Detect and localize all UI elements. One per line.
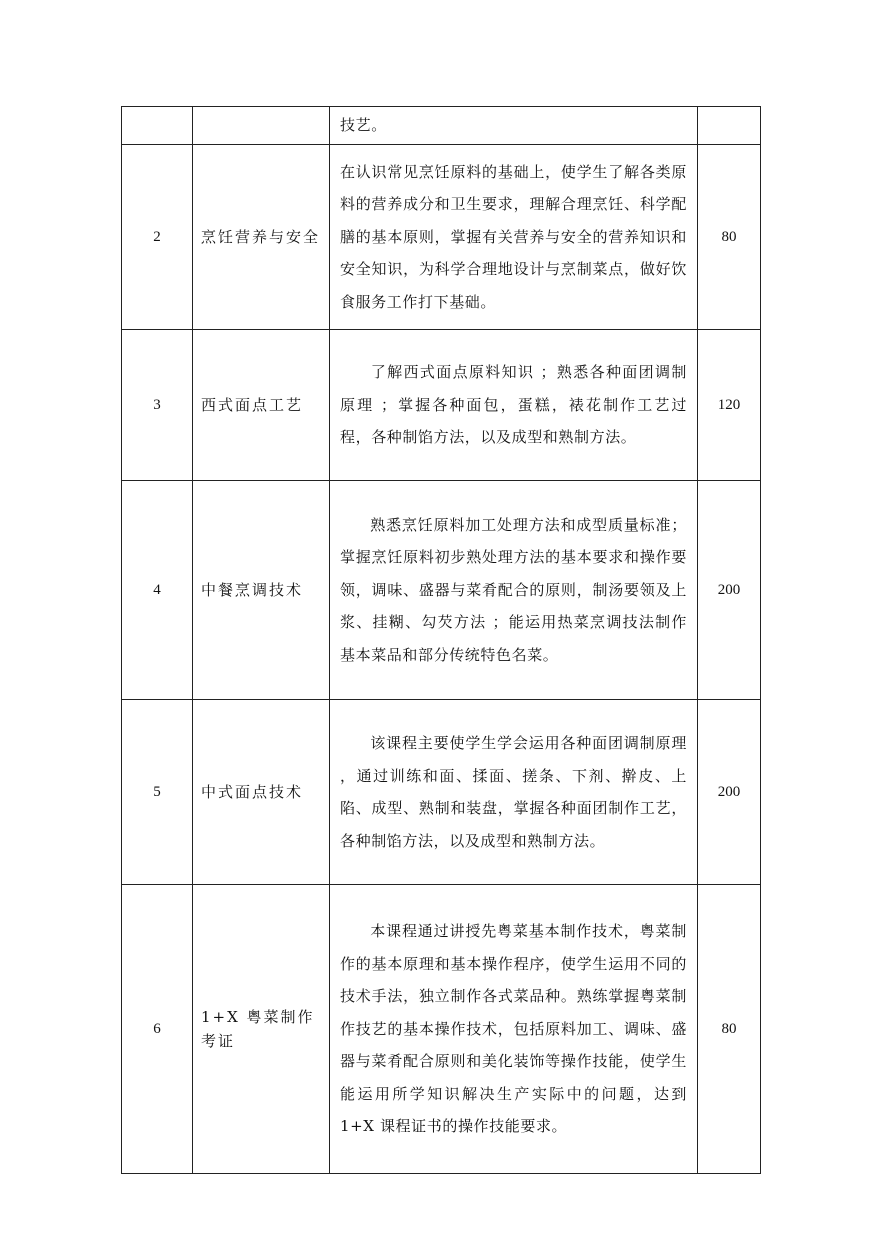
course-number xyxy=(122,107,193,145)
course-description xyxy=(330,330,698,481)
course-description xyxy=(330,885,698,1174)
course-description-text: 在认识常见烹饪原料的基础上，使学生了解各类原料的营养成分和卫生要求，理解合理烹饪、科学配膳的基本原则，掌握有关营养与安全的营养知识和安全知识，为科学合理地设计与烹制菜点，做好饮食服务工作打下基础。 xyxy=(340,162,687,311)
course-hours xyxy=(698,107,761,145)
course-hours: 80 xyxy=(698,145,761,330)
course-number: 6 xyxy=(122,885,193,1174)
table-row xyxy=(122,107,761,145)
course-description-text: 了解西式面点原料知识 ；熟悉各种面团调制原理 ；掌握各种面包，蛋糕，裱花制作工艺过程，各种制馅方法，以及成型和熟制方法。 xyxy=(340,363,687,447)
course-hours: 120 xyxy=(698,330,761,481)
course-description xyxy=(330,145,698,330)
course-number: 3 xyxy=(122,330,193,481)
course-hours: 200 xyxy=(698,481,761,700)
course-name xyxy=(193,107,330,145)
table-row xyxy=(122,885,761,1174)
course-name: 1+X 粤菜制作考证 xyxy=(193,885,330,1174)
course-description-text: 熟悉烹饪原料加工处理方法和成型质量标准；掌握烹饪原料初步熟处理方法的基本要求和操作要领，调味、盛器与菜肴配合的原则，制汤要领及上浆、挂糊、勾芡方法 ；能运用热菜烹调技法制作基本菜品和部分传统特色名菜。 xyxy=(340,515,687,664)
course-number: 2 xyxy=(122,145,193,330)
table-row xyxy=(122,700,761,885)
course-number: 4 xyxy=(122,481,193,700)
course-hours: 80 xyxy=(698,885,761,1174)
course-description xyxy=(330,700,698,885)
course-name: 西式面点工艺 xyxy=(193,330,330,481)
course-table xyxy=(121,106,761,1174)
table-row xyxy=(122,481,761,700)
course-description-text: 技艺。 xyxy=(340,116,387,135)
course-description xyxy=(330,107,698,145)
course-name: 中式面点技术 xyxy=(193,700,330,885)
course-name: 中餐烹调技术 xyxy=(193,481,330,700)
table-row xyxy=(122,145,761,330)
course-description-text: 本课程通过讲授先粤菜基本制作技术，粤菜制作的基本原理和基本操作程序，使学生运用不同的技术手法，独立制作各式菜品种。熟练掌握粤菜制作技艺的基本操作技术，包括原料加工、调味、盛器与菜肴配合原则和美化装饰等操作技能，使学生能运用所学知识解决生产实际中的问题，达到 1+X 课程证书的操作技能要求。 xyxy=(340,922,687,1136)
course-description-text: 该课程主要使学生学会运用各种面团调制原理 ，通过训练和面、揉面、搓条、下剂、擀皮、上陷、成型、熟制和装盘，掌握各种面团制作工艺，各种制馅方法，以及成型和熟制方法。 xyxy=(340,734,687,850)
course-hours: 200 xyxy=(698,700,761,885)
course-name: 烹饪营养与安全 xyxy=(193,145,330,330)
table-row xyxy=(122,330,761,481)
course-description xyxy=(330,481,698,700)
course-number: 5 xyxy=(122,700,193,885)
